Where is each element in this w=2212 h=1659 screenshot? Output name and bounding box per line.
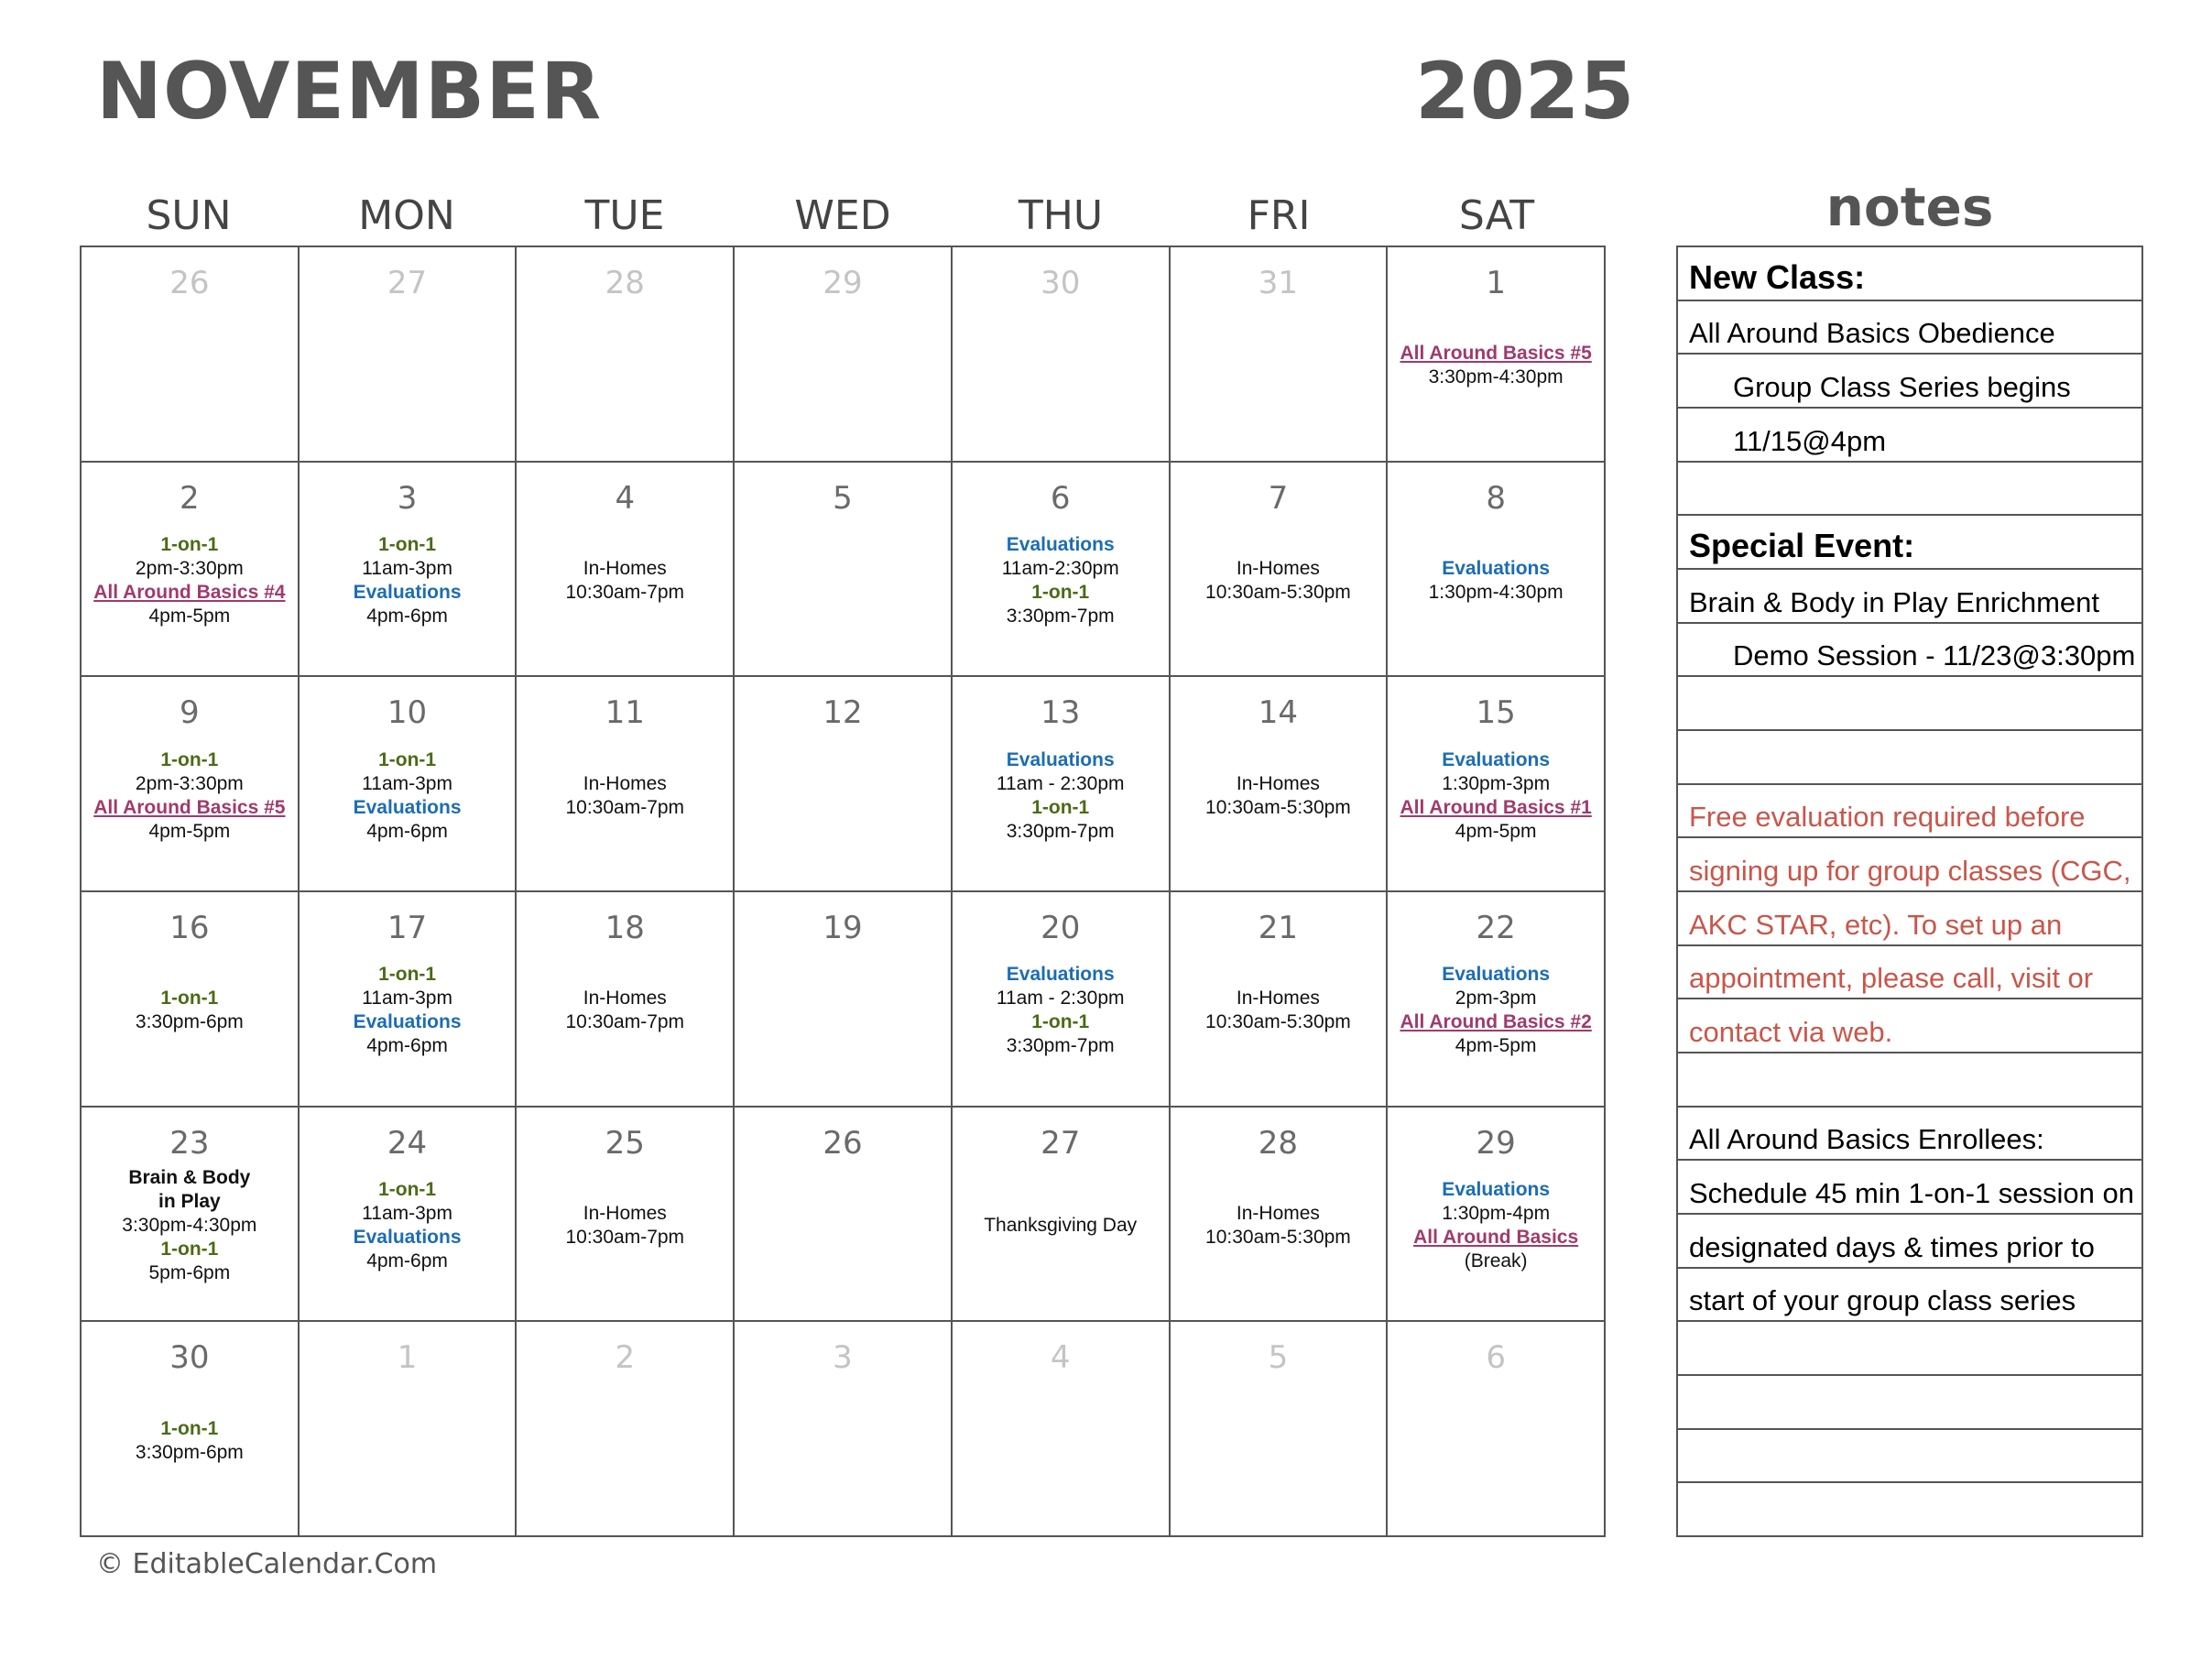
event-line: 2pm-3:30pm (135, 772, 244, 794)
day-cell[interactable] (735, 892, 953, 1108)
day-cell[interactable] (735, 677, 953, 892)
day-cell[interactable] (300, 1322, 518, 1537)
event-line: (Break) (1464, 1250, 1528, 1272)
note-line: designated days & times prior to (1678, 1215, 2141, 1269)
event-line: In-Homes (1236, 772, 1320, 794)
note-line: signing up for group classes (CGC, (1678, 838, 2141, 892)
day-cell[interactable] (517, 1322, 735, 1537)
day-events (735, 732, 951, 890)
event-line: 1:30pm-4:30pm (1428, 581, 1564, 603)
day-number: 3 (397, 479, 418, 517)
note-line: contact via web. (1678, 999, 2141, 1053)
day-number: 5 (833, 479, 853, 517)
day-events (300, 1377, 516, 1535)
event-line: 1-on-1 (378, 748, 437, 770)
calendar-grid (80, 246, 1606, 1537)
event-line: 4pm-6pm (366, 1035, 448, 1057)
day-number: 28 (605, 265, 645, 301)
notes-title: notes (1825, 176, 1994, 238)
event-line: 11am-2:30pm (1001, 557, 1119, 579)
day-cell[interactable] (1171, 463, 1389, 678)
day-number: 13 (1041, 694, 1081, 732)
event-line: 11am - 2:30pm (996, 772, 1125, 794)
day-events (300, 1162, 516, 1321)
day-events (1388, 947, 1604, 1106)
day-events (953, 518, 1169, 676)
day-number: 30 (1041, 265, 1081, 301)
day-cell[interactable] (517, 247, 735, 463)
day-events (953, 302, 1169, 461)
day-number: 14 (1258, 694, 1299, 732)
event-line: Evaluations (1442, 748, 1551, 770)
day-cell[interactable] (953, 247, 1171, 463)
day-number: 6 (1050, 479, 1071, 517)
weekday-header: MON (358, 192, 455, 239)
day-number: 15 (1476, 694, 1516, 732)
day-number: 29 (1476, 1124, 1516, 1162)
event-line: 4pm-5pm (1455, 820, 1537, 842)
day-number: 4 (1050, 1339, 1071, 1377)
weekday-header: WED (794, 192, 891, 239)
event-line: 1-on-1 (160, 988, 219, 1010)
day-cell[interactable] (1171, 677, 1389, 892)
day-cell[interactable] (82, 1322, 300, 1537)
event-line: All Around Basics (1413, 1226, 1579, 1248)
day-cell[interactable] (82, 677, 300, 892)
event-line: Evaluations (1006, 748, 1115, 770)
notes-panel (1676, 246, 2143, 1537)
note-line (1678, 1430, 2141, 1484)
day-events (1171, 518, 1387, 676)
event-line: Evaluations (1442, 1178, 1551, 1200)
day-events (82, 518, 298, 676)
day-events (1171, 732, 1387, 890)
day-number: 10 (387, 694, 428, 732)
day-cell[interactable] (300, 892, 518, 1108)
event-line: All Around Basics #5 (93, 796, 286, 818)
day-cell[interactable] (953, 677, 1171, 892)
event-line: in Play (158, 1190, 221, 1212)
event-line: All Around Basics #5 (1400, 343, 1592, 365)
event-line: 1-on-1 (378, 1178, 437, 1200)
day-number: 5 (1268, 1339, 1289, 1377)
day-number: 19 (823, 910, 863, 946)
day-cell[interactable] (517, 677, 735, 892)
year-title: 2025 (1415, 46, 1635, 137)
day-number: 3 (833, 1339, 853, 1377)
day-number: 9 (180, 694, 200, 732)
event-line: 10:30am-5:30pm (1205, 1226, 1351, 1248)
day-cell[interactable] (82, 463, 300, 678)
event-line: 3:30pm-4:30pm (122, 1214, 257, 1236)
day-events (953, 732, 1169, 890)
note-line (1678, 1322, 2141, 1376)
event-line: In-Homes (583, 557, 667, 579)
event-line: 1-on-1 (1031, 1011, 1090, 1033)
event-line: 11am-3pm (362, 557, 452, 579)
note-line (1678, 677, 2141, 731)
day-events (735, 302, 951, 461)
day-events (300, 302, 516, 461)
day-cell[interactable] (1388, 1108, 1606, 1323)
day-events (953, 1377, 1169, 1535)
event-line: In-Homes (1236, 557, 1320, 579)
event-line: In-Homes (583, 988, 667, 1010)
event-line: 4pm-6pm (366, 605, 448, 627)
day-events (1388, 732, 1604, 890)
day-cell[interactable] (300, 677, 518, 892)
day-number: 23 (169, 1124, 210, 1162)
day-number: 16 (169, 910, 210, 946)
event-line: 11am-3pm (362, 988, 452, 1010)
day-events (1388, 1162, 1604, 1321)
day-events (82, 1377, 298, 1535)
day-cell[interactable] (1388, 1322, 1606, 1537)
weekday-header: TUE (584, 192, 665, 239)
event-line: Evaluations (353, 796, 462, 818)
event-line: 1-on-1 (160, 1238, 219, 1260)
day-events (300, 732, 516, 890)
day-events (1388, 518, 1604, 676)
day-number: 26 (169, 265, 210, 301)
event-line: Evaluations (1006, 964, 1115, 986)
day-cell[interactable] (735, 247, 953, 463)
day-events (517, 1377, 733, 1535)
event-line: In-Homes (583, 772, 667, 794)
note-line (1678, 731, 2141, 785)
weekday-header: FRI (1247, 192, 1311, 239)
day-events (517, 302, 733, 461)
day-events (517, 947, 733, 1106)
day-events (82, 1162, 298, 1321)
event-line: 1-on-1 (1031, 796, 1090, 818)
note-line: Demo Session - 11/23@3:30pm (1678, 624, 2141, 678)
event-line: Evaluations (353, 581, 462, 603)
day-number: 4 (615, 479, 636, 517)
day-number: 21 (1258, 910, 1299, 946)
event-line: 4pm-5pm (1455, 1035, 1537, 1057)
event-line: 1-on-1 (378, 533, 437, 555)
day-events (82, 947, 298, 1106)
event-line: 4pm-5pm (148, 820, 231, 842)
event-line: Thanksgiving Day (984, 1214, 1138, 1236)
event-line: In-Homes (1236, 1202, 1320, 1224)
day-number: 11 (605, 694, 645, 732)
event-line: 3:30pm-7pm (1006, 605, 1115, 627)
day-cell[interactable] (953, 892, 1171, 1108)
day-number: 27 (1041, 1124, 1081, 1162)
note-line (1678, 1053, 2141, 1108)
event-line: 2pm-3:30pm (135, 557, 244, 579)
event-line: 1-on-1 (160, 533, 219, 555)
day-cell[interactable] (1171, 1108, 1389, 1323)
day-number: 28 (1258, 1124, 1299, 1162)
note-line: New Class: (1678, 247, 2141, 301)
event-line: Evaluations (353, 1226, 462, 1248)
event-line: Evaluations (1006, 533, 1115, 555)
day-cell[interactable] (735, 1108, 953, 1323)
day-events (82, 302, 298, 461)
event-line: 3:30pm-7pm (1006, 1035, 1115, 1057)
day-number: 30 (169, 1339, 210, 1377)
day-events (1171, 1377, 1387, 1535)
event-line: 3:30pm-7pm (1006, 820, 1115, 842)
day-number: 1 (397, 1339, 418, 1377)
day-events (1388, 302, 1604, 461)
note-line (1678, 1376, 2141, 1430)
day-events (1171, 302, 1387, 461)
day-events (300, 947, 516, 1106)
day-cell[interactable] (300, 247, 518, 463)
day-number: 6 (1486, 1339, 1506, 1377)
day-number: 12 (823, 694, 863, 732)
day-cell[interactable] (82, 1108, 300, 1323)
note-line: Brain & Body in Play Enrichment (1678, 570, 2141, 624)
event-line: In-Homes (583, 1202, 667, 1224)
day-cell[interactable] (517, 1108, 735, 1323)
day-events (517, 518, 733, 676)
day-number: 8 (1486, 479, 1506, 517)
day-number: 29 (823, 265, 863, 301)
day-events (1171, 1162, 1387, 1321)
day-events (1171, 947, 1387, 1106)
event-line: 2pm-3pm (1455, 988, 1537, 1010)
day-events (82, 732, 298, 890)
event-line: In-Homes (1236, 988, 1320, 1010)
event-line: 3:30pm-6pm (135, 1441, 244, 1463)
event-line: 10:30am-7pm (565, 1011, 685, 1033)
copyright-text: © EditableCalendar.Com (96, 1548, 438, 1580)
event-line: 1:30pm-4pm (1442, 1202, 1551, 1224)
day-cell[interactable] (953, 1108, 1171, 1323)
day-cell[interactable] (1388, 247, 1606, 463)
day-events (300, 518, 516, 676)
day-cell[interactable] (517, 892, 735, 1108)
day-number: 20 (1041, 910, 1081, 946)
event-line: All Around Basics #1 (1400, 796, 1592, 818)
event-line: 11am - 2:30pm (996, 988, 1125, 1010)
day-cell[interactable] (82, 892, 300, 1108)
note-line: start of your group class series (1678, 1269, 2141, 1323)
day-events (1388, 1377, 1604, 1535)
day-events (735, 947, 951, 1106)
note-line: All Around Basics Obedience (1678, 301, 2141, 355)
day-cell[interactable] (1171, 1322, 1389, 1537)
day-number: 22 (1476, 910, 1516, 946)
day-number: 27 (387, 265, 428, 301)
event-line: 4pm-6pm (366, 820, 448, 842)
event-line: 1-on-1 (160, 1417, 219, 1439)
event-line: All Around Basics #2 (1400, 1011, 1592, 1033)
day-cell[interactable] (735, 463, 953, 678)
note-line (1678, 463, 2141, 517)
day-events (735, 1162, 951, 1321)
day-cell[interactable] (1388, 463, 1606, 678)
event-line: 10:30am-5:30pm (1205, 796, 1351, 818)
weekday-header-row (80, 192, 1606, 247)
day-cell[interactable] (300, 1108, 518, 1323)
event-line: 11am-3pm (362, 1202, 452, 1224)
day-cell[interactable] (300, 463, 518, 678)
month-title: NOVEMBER (96, 46, 603, 137)
note-line: Free evaluation required before (1678, 785, 2141, 839)
event-line: 5pm-6pm (148, 1261, 231, 1283)
day-number: 7 (1268, 479, 1289, 517)
event-line: Evaluations (1442, 964, 1551, 986)
day-cell[interactable] (1388, 677, 1606, 892)
day-events (517, 732, 733, 890)
day-number: 17 (387, 910, 428, 946)
day-cell[interactable] (1171, 247, 1389, 463)
day-number: 31 (1258, 265, 1299, 301)
event-line: 10:30am-5:30pm (1205, 1011, 1351, 1033)
event-line: Evaluations (353, 1011, 462, 1033)
day-number: 2 (615, 1339, 636, 1377)
event-line: 1:30pm-3pm (1442, 772, 1551, 794)
note-line: 11/15@4pm (1678, 409, 2141, 463)
day-number: 18 (605, 910, 645, 946)
day-number: 26 (823, 1124, 863, 1162)
day-cell[interactable] (517, 463, 735, 678)
event-line: 3:30pm-6pm (135, 1011, 244, 1033)
event-line: 10:30am-5:30pm (1205, 581, 1351, 603)
day-events (517, 1162, 733, 1321)
day-events (735, 1377, 951, 1535)
day-events (735, 518, 951, 676)
note-line: Group Class Series begins (1678, 355, 2141, 409)
day-number: 2 (180, 479, 200, 517)
event-line: 4pm-5pm (148, 605, 231, 627)
day-events (953, 1162, 1169, 1321)
note-line: All Around Basics Enrollees: (1678, 1108, 2141, 1162)
note-line: Schedule 45 min 1-on-1 session on (1678, 1161, 2141, 1215)
note-line: Special Event: (1678, 516, 2141, 570)
event-line: 1-on-1 (1031, 581, 1090, 603)
day-cell[interactable] (953, 463, 1171, 678)
day-events (953, 947, 1169, 1106)
day-number: 1 (1486, 265, 1506, 301)
day-cell[interactable] (1388, 892, 1606, 1108)
event-line: 10:30am-7pm (565, 581, 685, 603)
day-cell[interactable] (953, 1322, 1171, 1537)
note-line: AKC STAR, etc). To set up an (1678, 892, 2141, 946)
note-line: appointment, please call, visit or (1678, 946, 2141, 1000)
day-cell[interactable] (735, 1322, 953, 1537)
event-line: 10:30am-7pm (565, 1226, 685, 1248)
event-line: Brain & Body (128, 1166, 251, 1188)
event-line: 11am-3pm (362, 772, 452, 794)
weekday-header: SUN (146, 192, 232, 239)
weekday-header: THU (1018, 192, 1104, 239)
event-line: 4pm-6pm (366, 1250, 448, 1272)
day-number: 25 (605, 1124, 645, 1162)
event-line: 1-on-1 (160, 748, 219, 770)
event-line: Evaluations (1442, 557, 1551, 579)
event-line: 1-on-1 (378, 964, 437, 986)
day-cell[interactable] (1171, 892, 1389, 1108)
event-line: All Around Basics #4 (93, 581, 286, 603)
event-line: 10:30am-7pm (565, 796, 685, 818)
day-number: 24 (387, 1124, 428, 1162)
day-cell[interactable] (82, 247, 300, 463)
note-line (1678, 1483, 2141, 1535)
event-line: 3:30pm-4:30pm (1428, 366, 1564, 388)
weekday-header: SAT (1458, 192, 1535, 239)
